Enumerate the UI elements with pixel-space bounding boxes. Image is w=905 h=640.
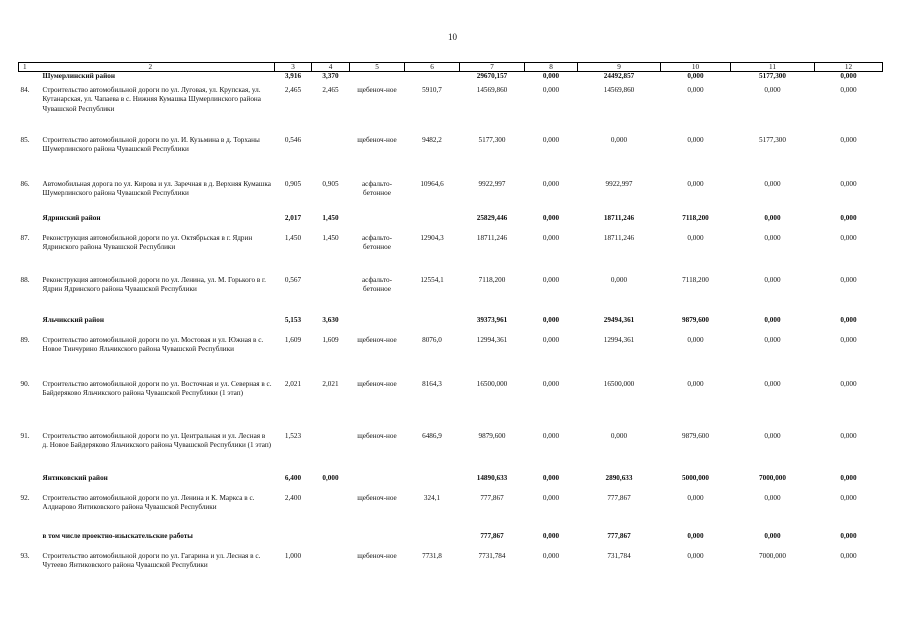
object-name: Шумерлинский район (42, 72, 115, 80)
amount-col-9: 731,784 (607, 551, 631, 560)
amount-total: 12994,361 (476, 335, 508, 344)
amount-total: 9879,600 (478, 431, 506, 440)
cost-per-km (405, 532, 460, 552)
column-header: 12 (815, 63, 883, 72)
amount-col-12: 0,000 (840, 335, 857, 344)
length-put-in-service (312, 276, 350, 316)
row-number: 87. (20, 233, 30, 242)
object-name: Строительство автомобильной дороги по ул. Луговая, ул. Крупская, ул. Кутанарская, ул. Чапаева в с. Нижняя Кумашка Шумерлинского района Чувашской Республики (42, 85, 261, 113)
amount-col-11: 5177,300 (759, 135, 786, 144)
row-number: 86. (20, 179, 30, 188)
amount-col-10: 0,000 (687, 179, 704, 188)
amount-col-12: 0,000 (840, 531, 857, 540)
row-number (19, 532, 41, 552)
length-put-in-service: 1,609 (322, 335, 339, 344)
length-total: 2,465 (284, 85, 302, 94)
length-put-in-service (312, 532, 350, 552)
length-put-in-service (312, 136, 350, 180)
length-put-in-service (312, 552, 350, 590)
length-put-in-service: 3,630 (322, 315, 339, 324)
amount-col-9: 24492,857 (603, 72, 635, 80)
amount-total: 14890,633 (476, 473, 508, 482)
table-row (19, 234, 883, 276)
length-total: 1,000 (284, 551, 302, 560)
amount-col-9: 18711,246 (603, 233, 635, 242)
length-put-in-service: 1,450 (322, 213, 339, 222)
object-name: Строительство автомобильной дороги по ул. И. Кузьмина в д. Торханы Шумерлинского района Чувашской Республики (42, 135, 260, 154)
row-number: 88. (20, 275, 30, 284)
length-put-in-service (312, 494, 350, 532)
amount-col-10: 0,000 (687, 379, 704, 388)
row-number: 85. (20, 135, 30, 144)
pavement-type (350, 474, 405, 494)
pavement-type: щебеноч-ное (357, 85, 397, 94)
amount-col-8: 0,000 (542, 233, 560, 242)
amount-total: 18711,246 (476, 233, 508, 242)
object-name: в том числе проектно-изыскательские работы (42, 531, 193, 540)
column-header: 10 (661, 63, 731, 72)
amount-total: 29670,157 (476, 72, 508, 80)
amount-col-10: 0,000 (687, 233, 704, 242)
district-total-row (19, 214, 883, 234)
table-row (19, 336, 883, 380)
amount-col-9: 12994,361 (603, 335, 635, 344)
amount-col-9: 9922,997 (605, 179, 633, 188)
row-number: 91. (20, 431, 30, 440)
cost-per-km: 324,1 (423, 493, 441, 502)
cost-per-km: 7731,8 (422, 551, 442, 560)
cost-per-km: 8164,3 (422, 379, 442, 388)
length-total: 1,609 (284, 335, 302, 344)
pavement-type: щебеноч-ное (357, 135, 397, 144)
object-name: Строительство автомобильной дороги по ул. Восточная и ул. Северная в с. Байдеряково Яльчикского района Чувашской Республики (1 этап) (42, 379, 272, 398)
object-name: Строительство автомобильной дороги по ул. Ленина и К. Маркса в с. Алдиарово Янтиковского района Чувашской Республики (42, 493, 255, 512)
object-name: Янтиковский район (42, 473, 108, 482)
pavement-type: щебеноч-ное (357, 551, 397, 560)
row-number: 89. (20, 335, 30, 344)
amount-col-11: 0,000 (764, 275, 781, 284)
length-put-in-service: 2,021 (322, 379, 339, 388)
amount-col-9: 777,867 (607, 493, 631, 502)
district-total-row (19, 532, 883, 552)
cost-per-km: 8076,0 (422, 335, 442, 344)
object-name: Строительство автомобильной дороги по ул. Мостовая и ул. Южная в с. Новое Тинчурино Яльчикского района Чувашской Республики (42, 335, 264, 354)
length-total: 2,400 (284, 493, 302, 502)
amount-col-8: 0,000 (542, 493, 560, 502)
column-header-1-2: 1 2 (19, 63, 275, 72)
row-number (19, 214, 41, 234)
length-total (275, 532, 312, 552)
pavement-type: асфальто-бетонное (361, 179, 392, 198)
object-name: Строительство автомобильной дороги по ул. Центральная и ул. Лесная в д. Новое Байдеряково Яльчикского района Чувашской Республики (1 этап) (42, 431, 272, 450)
amount-col-12: 0,000 (840, 473, 857, 482)
length-total: 1,523 (284, 431, 302, 440)
column-header: 4 (312, 63, 350, 72)
amount-col-9: 0,000 (610, 431, 628, 440)
amount-col-12: 0,000 (840, 315, 857, 324)
amount-col-12: 0,000 (840, 179, 857, 188)
amount-col-12: 0,000 (840, 213, 857, 222)
amount-col-11: 0,000 (764, 379, 781, 388)
cost-per-km (405, 474, 460, 494)
amount-col-11: 7000,000 (759, 551, 786, 560)
amount-total: 25829,446 (476, 213, 508, 222)
table-row (19, 432, 883, 474)
cost-per-km: 12554,1 (420, 275, 444, 284)
district-total-row (19, 316, 883, 336)
amount-col-11: 5177,300 (759, 72, 786, 80)
amount-col-8: 0,000 (542, 335, 560, 344)
pavement-type (350, 72, 405, 86)
amount-col-12: 0,000 (840, 72, 857, 80)
amount-total: 7731,784 (478, 551, 506, 560)
amount-col-11: 0,000 (764, 85, 781, 94)
length-put-in-service: 1,450 (322, 233, 339, 242)
amount-col-11: 0,000 (764, 213, 781, 222)
amount-col-11: 0,000 (764, 315, 781, 324)
pavement-type: асфальто-бетонное (361, 233, 392, 252)
column-header: 8 (525, 63, 578, 72)
table-row (19, 552, 883, 590)
page-number: 10 (448, 32, 457, 42)
cost-per-km (405, 214, 460, 234)
object-name: Строительство автомобильной дороги по ул. Гагарина и ул. Лесная в с. Чутеево Янтиковского района Чувашской Республики (42, 551, 261, 570)
row-number: 93. (20, 551, 30, 560)
amount-col-8: 0,000 (542, 531, 560, 540)
amount-col-10: 9879,600 (682, 431, 709, 440)
amount-col-12: 0,000 (840, 85, 857, 94)
amount-col-12: 0,000 (840, 379, 857, 388)
amount-col-8: 0,000 (542, 213, 560, 222)
length-total: 3,916 (284, 72, 302, 80)
pavement-type: асфальто-бетонное (361, 275, 392, 294)
object-name: Яльчикский район (42, 315, 105, 324)
length-put-in-service: 3,370 (322, 72, 339, 80)
road-construction-table (18, 62, 883, 590)
amount-col-10: 0,000 (687, 551, 704, 560)
amount-col-12: 0,000 (840, 551, 857, 560)
cost-per-km (405, 316, 460, 336)
object-name: Автомобильная дорога по ул. Кирова и ул. Заречная в д. Верхняя Кумашка Шумерлинского района Чувашской Республики (42, 179, 271, 198)
amount-col-10: 0,000 (687, 72, 704, 80)
district-total-row (19, 474, 883, 494)
row-number (19, 474, 41, 494)
amount-total: 777,867 (480, 531, 504, 540)
amount-col-11: 0,000 (764, 335, 781, 344)
amount-col-8: 0,000 (542, 315, 560, 324)
row-number: 90. (20, 379, 30, 388)
amount-col-8: 0,000 (542, 85, 560, 94)
amount-col-9: 777,867 (607, 531, 631, 540)
amount-col-9: 0,000 (610, 275, 628, 284)
table-row (19, 180, 883, 214)
amount-col-12: 0,000 (840, 135, 857, 144)
column-header: 11 (731, 63, 815, 72)
table-row (19, 136, 883, 180)
amount-col-12: 0,000 (840, 233, 857, 242)
amount-col-8: 0,000 (542, 379, 560, 388)
column-header: 9 (578, 63, 661, 72)
length-total: 2,021 (284, 379, 302, 388)
amount-col-9: 18711,246 (603, 213, 635, 222)
amount-total: 777,867 (480, 493, 504, 502)
cost-per-km (405, 72, 460, 86)
amount-col-11: 0,000 (764, 493, 781, 502)
length-total: 0,905 (284, 179, 302, 188)
object-name: Ядринский район (42, 213, 101, 222)
table-row (19, 276, 883, 316)
table-row (19, 494, 883, 532)
amount-col-8: 0,000 (542, 473, 560, 482)
amount-col-8: 0,000 (542, 551, 560, 560)
amount-col-9: 14569,860 (603, 85, 635, 94)
amount-col-12: 0,000 (840, 275, 857, 284)
amount-col-10: 0,000 (687, 335, 704, 344)
pavement-type: щебеноч-ное (357, 431, 397, 440)
amount-total: 9922,997 (478, 179, 506, 188)
amount-col-11: 0,000 (764, 531, 781, 540)
column-header: 3 (275, 63, 312, 72)
length-put-in-service (312, 432, 350, 474)
length-put-in-service: 0,905 (322, 179, 339, 188)
length-put-in-service: 0,000 (322, 473, 339, 482)
cost-per-km: 10964,6 (420, 179, 444, 188)
column-number-row (19, 63, 883, 72)
pavement-type (350, 316, 405, 336)
length-total: 0,567 (284, 275, 302, 284)
amount-col-10: 5000,000 (682, 473, 709, 482)
amount-col-11: 7000,000 (759, 473, 786, 482)
amount-total: 14569,860 (476, 85, 508, 94)
object-name: Реконструкция автомобильной дороги по ул. Октябрьская в г. Ядрин Ядринского района Чувашской Республики (42, 233, 253, 252)
pavement-type: щебеноч-ное (357, 493, 397, 502)
amount-col-12: 0,000 (840, 493, 857, 502)
length-total: 5,153 (284, 315, 302, 324)
length-put-in-service: 2,465 (322, 85, 339, 94)
amount-col-10: 0,000 (687, 531, 704, 540)
amount-col-9: 29494,361 (603, 315, 635, 324)
amount-col-9: 0,000 (610, 135, 628, 144)
amount-total: 39373,961 (476, 315, 508, 324)
amount-col-10: 0,000 (687, 493, 704, 502)
table-row (19, 86, 883, 136)
amount-col-11: 0,000 (764, 431, 781, 440)
district-total-row (19, 72, 883, 86)
length-total: 2,017 (284, 213, 302, 222)
cost-per-km: 12904,3 (420, 233, 444, 242)
table-row (19, 380, 883, 432)
amount-total: 5177,300 (478, 135, 506, 144)
length-total: 0,546 (284, 135, 302, 144)
length-total: 6,400 (284, 473, 302, 482)
amount-col-8: 0,000 (542, 72, 560, 80)
amount-total: 7118,200 (478, 275, 506, 284)
object-name: Реконструкция автомобильной дороги по ул. Ленина, ул. М. Горького в г. Ядрин Ядринского района Чувашской Республики (42, 275, 266, 294)
pavement-type (350, 532, 405, 552)
amount-col-8: 0,000 (542, 275, 560, 284)
amount-col-9: 2890,633 (605, 473, 633, 482)
amount-col-9: 16500,000 (603, 379, 635, 388)
pavement-type: щебеноч-ное (357, 379, 397, 388)
amount-col-11: 0,000 (764, 179, 781, 188)
amount-col-8: 0,000 (542, 179, 560, 188)
row-number (19, 316, 41, 336)
column-header: 6 (405, 63, 460, 72)
column-header: 5 (350, 63, 405, 72)
amount-col-10: 7118,200 (682, 213, 709, 222)
amount-col-10: 9879,600 (682, 315, 709, 324)
cost-per-km: 9482,2 (422, 135, 442, 144)
amount-total: 16500,000 (476, 379, 508, 388)
amount-col-10: 7118,200 (682, 275, 709, 284)
row-number: 84. (20, 85, 30, 94)
amount-col-10: 0,000 (687, 135, 704, 144)
row-number (19, 72, 41, 86)
length-total: 1,450 (284, 233, 302, 242)
amount-col-10: 0,000 (687, 85, 704, 94)
pavement-type: щебеноч-ное (357, 335, 397, 344)
cost-per-km: 5910,7 (422, 85, 442, 94)
amount-col-8: 0,000 (542, 431, 560, 440)
row-number: 92. (20, 493, 30, 502)
amount-col-8: 0,000 (542, 135, 560, 144)
amount-col-12: 0,000 (840, 431, 857, 440)
pavement-type (350, 214, 405, 234)
column-header: 7 (460, 63, 525, 72)
amount-col-11: 0,000 (764, 233, 781, 242)
cost-per-km: 6486,9 (422, 431, 442, 440)
